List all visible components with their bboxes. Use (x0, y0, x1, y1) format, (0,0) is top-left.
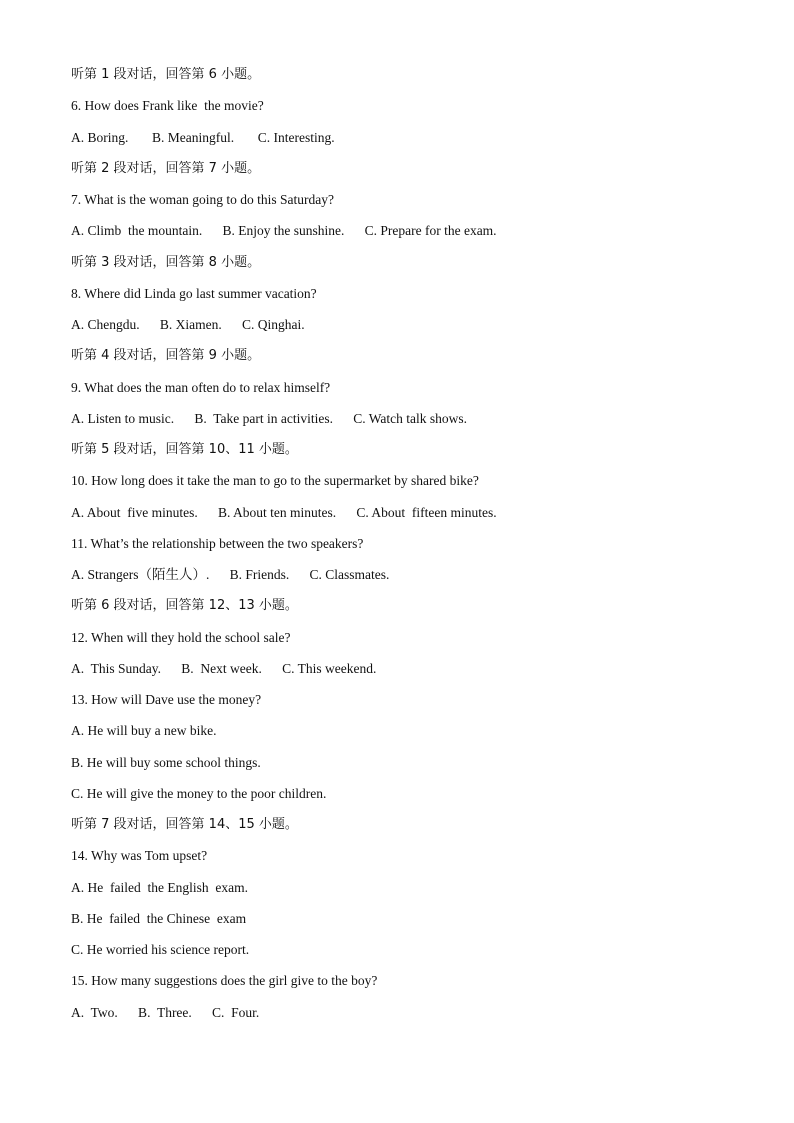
question-text: 11. What’s the relationship between the two speakers? (71, 535, 364, 551)
question-text: 10. How long does it take the man to go to the supermarket by shared bike? (71, 473, 479, 489)
answer-option: C. He worried his science report. (71, 942, 250, 957)
answer-option: A. He failed the English exam. (71, 879, 248, 895)
answer-option: B. He will buy some school things. (71, 754, 261, 770)
answer-option: C. He will give the money to the poor children. (71, 785, 327, 801)
question-text: 14. Why was Tom upset? (71, 848, 208, 864)
answer-option: A. He will buy a new bike. (71, 723, 217, 739)
answer-options: A. Listen to music. B. Take part in activities. C. Watch talk shows. (71, 410, 468, 426)
section-instruction: 听第 4 段对话，回答第 9 小题。 (71, 348, 261, 364)
question-text: 15. How many suggestions does the girl give to the boy? (71, 973, 378, 989)
section-instruction: 听第 2 段对话，回答第 7 小题。 (71, 160, 261, 176)
exam-page (71, 64, 751, 1033)
question-text: 6. How does Frank like the movie? (71, 98, 264, 114)
answer-options: A. Chengdu. B. Xiamen. C. Qinghai. (71, 317, 305, 332)
question-text: 9. What does the man often do to relax himself? (71, 379, 331, 395)
answer-options: A. This Sunday. B. Next week. C. This weekend. (71, 660, 377, 676)
answer-option: B. He failed the Chinese exam (71, 910, 247, 926)
answer-options: A. Boring. B. Meaningful. C. Interesting. (71, 129, 335, 145)
question-text: 13. How will Dave use the money? (71, 692, 262, 707)
section-instruction: 听第 6 段对话，回答第 12、13 小题。 (71, 598, 298, 614)
answer-options: A. Two. B. Three. C. Four. (71, 1004, 260, 1020)
question-text: 7. What is the woman going to do this Saturday? (71, 192, 334, 207)
answer-options: A. About five minutes. B. About ten minutes. C. About fifteen minutes. (71, 504, 497, 520)
section-instruction: 听第 7 段对话，回答第 14、15 小题。 (71, 817, 298, 832)
question-text: 12. When will they hold the school sale? (71, 629, 291, 645)
question-text: 8. Where did Linda go last summer vacation? (71, 285, 317, 301)
answer-options: A. Climb the mountain. B. Enjoy the sunshine. C. Prepare for the exam. (71, 223, 497, 239)
section-instruction: 听第 3 段对话，回答第 8 小题。 (71, 254, 261, 270)
answer-options: A. Strangers（陌生人）. B. Friends. C. Classmates. (71, 567, 390, 582)
section-instruction: 听第 5 段对话，回答第 10、11 小题。 (71, 442, 298, 457)
section-instruction: 听第 1 段对话，回答第 6 小题。 (71, 67, 261, 82)
